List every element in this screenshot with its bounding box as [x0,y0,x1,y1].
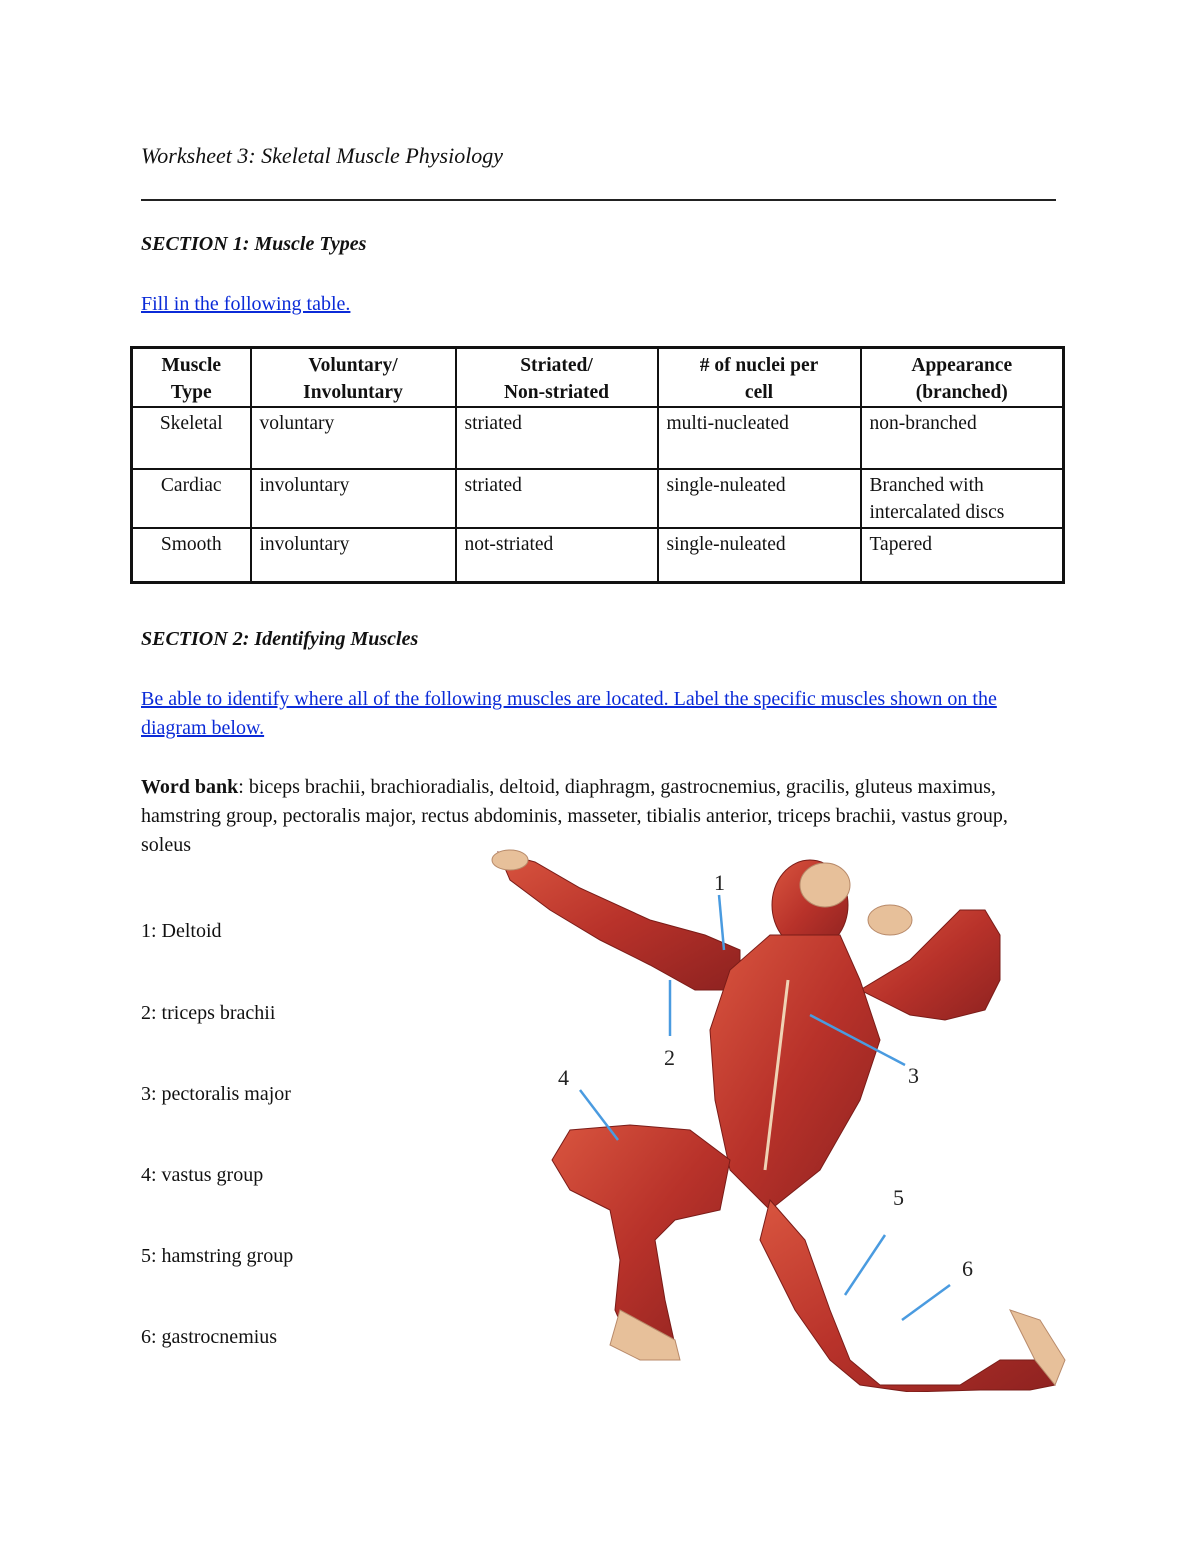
table-row [132,407,1064,469]
header-muscle-type: Muscle Type [132,348,251,408]
word-bank-label: Word bank [141,776,239,798]
word-bank-text: : biceps brachii, brachioradialis, deltoid, diaphragm, gastrocnemius, gracilis, gluteus maximus, hamstring group, pectoralis major, rectus abdominis, masseter, tibialis anterior, triceps brachii, vastus group, soleus [141,776,1008,856]
table-cell[interactable]: striated [456,407,658,469]
extended-hand [492,850,528,870]
muscle-anatomy-diagram [440,840,1105,1392]
answer-6[interactable]: 6: gastrocnemius [141,1326,278,1348]
answer-5[interactable]: 5: hamstring group [141,1245,294,1267]
table-cell[interactable]: Cardiac [132,469,251,528]
table-cell[interactable]: non-branched [861,407,1064,469]
arrow-6 [902,1285,950,1320]
section2-heading: SECTION 2: Identifying Muscles [141,628,419,650]
table-cell[interactable]: striated [456,469,658,528]
table-cell[interactable]: involuntary [251,528,456,583]
table-cell[interactable]: voluntary [251,407,456,469]
worksheet-title: Worksheet 3: Skeletal Muscle Physiology [141,143,504,168]
table-cell[interactable]: multi-nucleated [658,407,861,469]
table-cell[interactable]: Tapered [861,528,1064,583]
title-divider [141,199,1056,201]
diagram-label-4: 4 [558,1065,569,1090]
diagram-label-6: 6 [962,1256,973,1281]
rear-leg [760,1200,1055,1392]
section1-instruction[interactable]: Fill in the following table. [141,293,351,315]
diagram-label-2: 2 [664,1045,675,1070]
table-header-row [132,348,1064,408]
table-cell[interactable]: single-nuleated [658,469,861,528]
table-cell[interactable]: involuntary [251,469,456,528]
answer-2[interactable]: 2: triceps brachii [141,1002,276,1024]
table-cell[interactable]: single-nuleated [658,528,861,583]
diagram-label-5: 5 [893,1185,904,1210]
torso [710,935,880,1210]
header-striated: Striated/ Non-striated [456,348,658,408]
section1-heading: SECTION 1: Muscle Types [141,233,367,255]
table-cell[interactable]: not-striated [456,528,658,583]
diagram-label-1: 1 [714,870,725,895]
answer-4[interactable]: 4: vastus group [141,1164,264,1186]
answer-3[interactable]: 3: pectoralis major [141,1083,291,1105]
table-cell[interactable]: Branched with intercalated discs [861,469,1064,528]
table-row [132,528,1064,583]
table-row [132,469,1064,528]
muscle-figure [492,850,1065,1392]
table-cell[interactable]: Smooth [132,528,251,583]
skull-top [800,863,850,907]
muscle-types-table [130,346,1065,584]
front-leg [552,1125,730,1345]
flexed-fist [868,905,912,935]
extended-arm [498,852,740,990]
answer-1[interactable]: 1: Deltoid [141,920,222,942]
header-voluntary: Voluntary/ Involuntary [251,348,456,408]
header-nuclei: # of nuclei per cell [658,348,861,408]
header-appearance: Appearance (branched) [861,348,1064,408]
diagram-label-3: 3 [908,1063,919,1088]
table-cell[interactable]: Skeletal [132,407,251,469]
arrow-5 [845,1235,885,1295]
section2-instruction[interactable]: Be able to identify where all of the following muscles are located. Label the specific muscles shown on the diagram below. [141,688,997,739]
